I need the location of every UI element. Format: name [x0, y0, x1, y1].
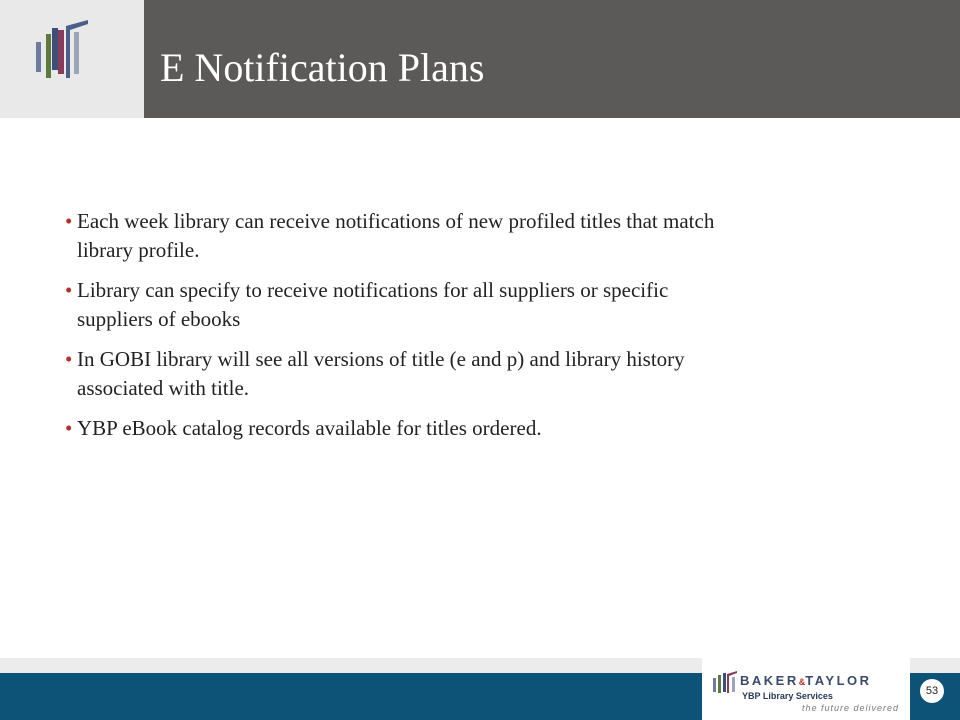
bullet-icon: •: [65, 209, 73, 233]
ybp-stripes-logo-icon: [0, 0, 144, 118]
list-item: [65, 414, 725, 443]
bullet-icon: •: [65, 416, 73, 440]
page-number: 53: [920, 679, 944, 703]
header-logo-panel: [0, 0, 144, 118]
bullet-icon: •: [65, 347, 73, 371]
bullet-list: [65, 207, 725, 454]
list-item: [65, 345, 725, 403]
brand-subtitle: YBP Library Services: [742, 691, 833, 701]
brand-name-right: TAYLOR: [805, 673, 872, 688]
bullet-icon: •: [65, 278, 73, 302]
bullet-text: Each week library can receive notifications of new profiled titles that match library profile.: [77, 209, 715, 262]
brand-ampersand: &: [798, 677, 806, 687]
brand-name-left: BAKER: [740, 673, 799, 688]
page-title: E Notification Plans: [160, 45, 485, 90]
bullet-text: YBP eBook catalog records available for titles ordered.: [77, 416, 542, 440]
baker-taylor-logo-icon: [712, 670, 738, 696]
bullet-text: In GOBI library will see all versions of title (e and p) and library history associated with title.: [77, 347, 685, 400]
brand-name: [740, 673, 872, 688]
title-bar: [144, 0, 960, 118]
bullet-text: Library can specify to receive notifications for all suppliers or specific suppliers of ebooks: [77, 278, 669, 331]
footer-brand: [702, 658, 910, 720]
brand-tagline: the future delivered: [802, 703, 900, 713]
list-item: [65, 276, 725, 334]
list-item: [65, 207, 725, 265]
